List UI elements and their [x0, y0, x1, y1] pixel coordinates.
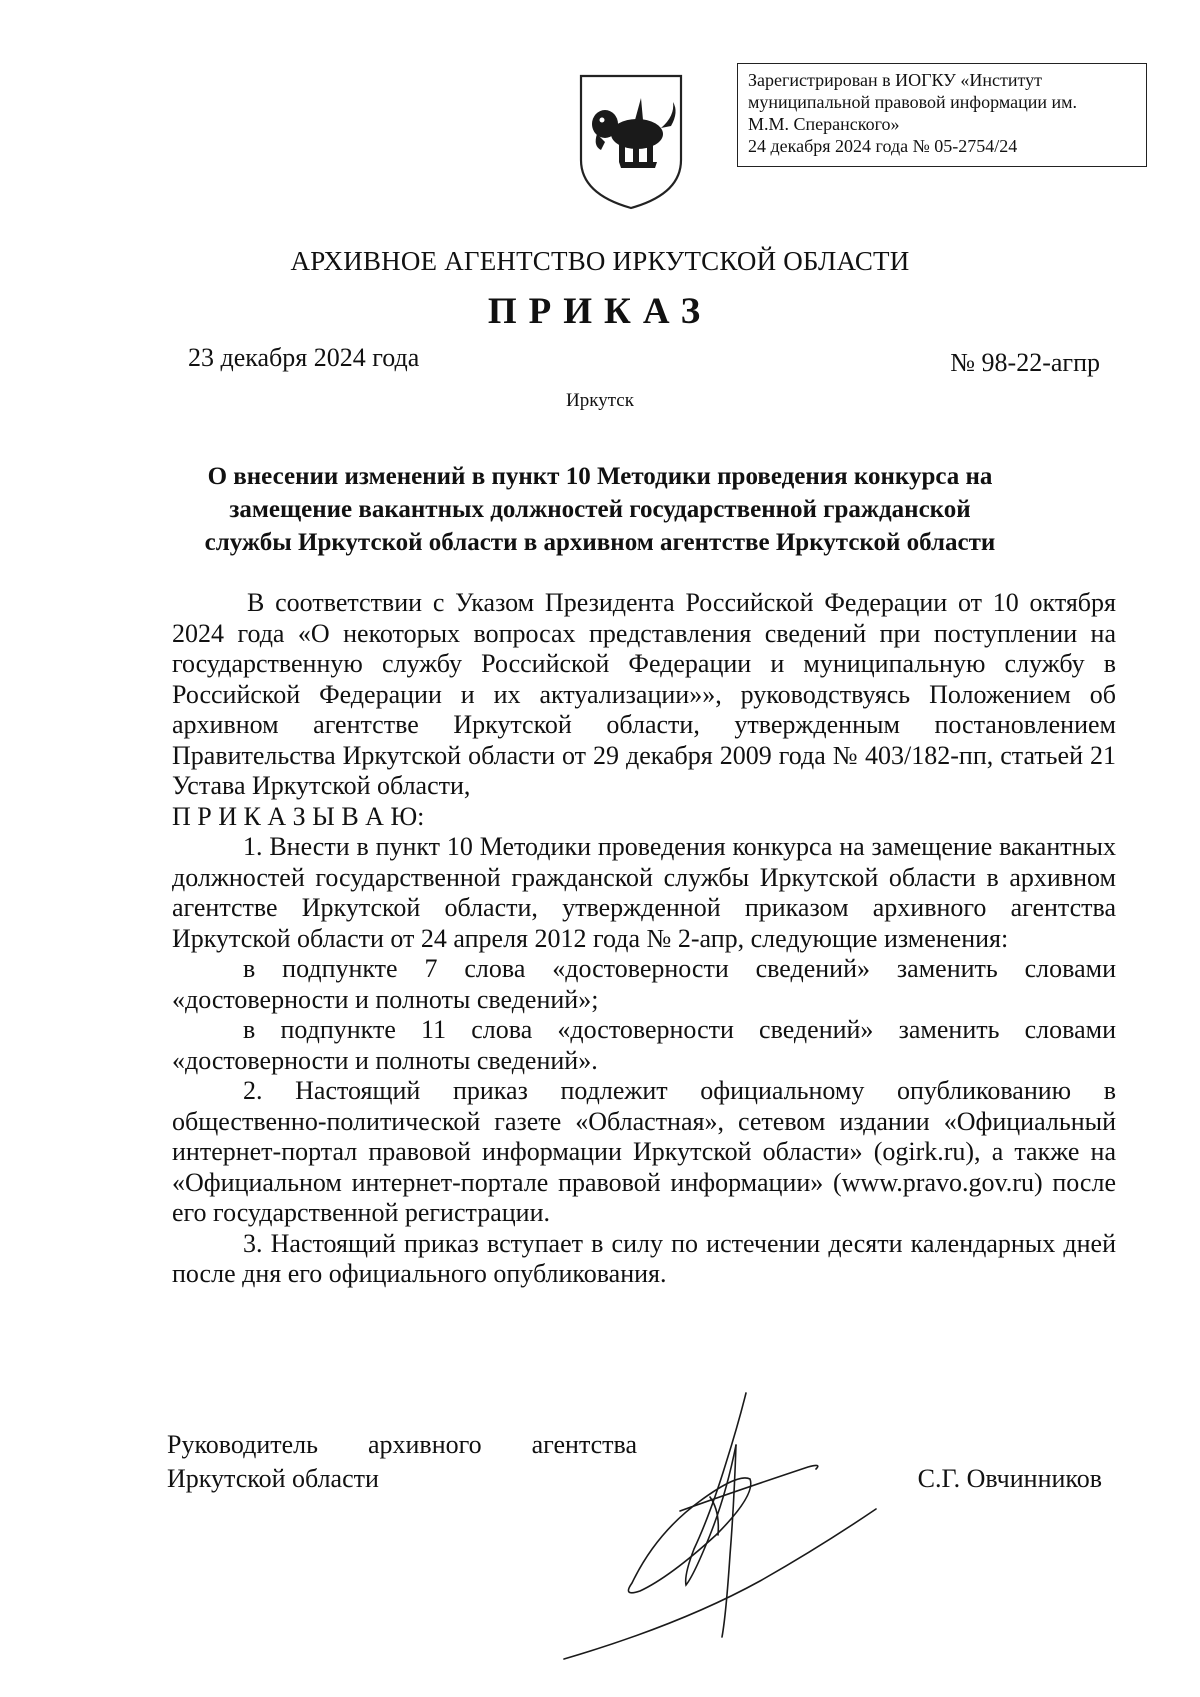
item-1-subitem-paragraph: в подпункте 7 слова «достоверности сведений» заменить словами «достоверности и полноты сведений»;	[172, 954, 1116, 1014]
document-title	[0, 460, 1200, 559]
title-line: О внесении изменений в пункт 10 Методики проведения конкурса на	[207, 463, 993, 490]
item-1-subitem-paragraph: в подпункте 11 слова «достоверности сведений» заменить словами «достоверности и полноты сведений».	[172, 1015, 1116, 1075]
irkutsk-coat-of-arms-icon	[575, 72, 687, 212]
document-type: ПРИКАЗ	[487, 291, 713, 332]
signatory-name: С.Г. Овчинников	[917, 1464, 1102, 1493]
title-line: службы Иркутской области в архивном агентстве Иркутской области	[204, 529, 996, 556]
order-word: П Р И К А З Ы В А Ю:	[172, 801, 425, 831]
signatory-position-line: Руководитель архивного агентства	[167, 1430, 637, 1459]
title-line: замещение вакантных должностей государственной гражданской	[229, 496, 971, 523]
registration-stamp-line: М.М. Сперанского»	[748, 114, 900, 134]
document-body	[172, 588, 1116, 1290]
agency-name: АРХИВНОЕ АГЕНТСТВО ИРКУТСКОЙ ОБЛАСТИ	[290, 246, 910, 276]
signatory-position-line: Иркутской области	[167, 1464, 379, 1493]
document-number: № 98-22-агпр	[950, 348, 1100, 377]
registration-stamp-line: муниципальной правовой информации им.	[748, 92, 1078, 112]
item-2-paragraph: 2. Настоящий приказ подлежит официальному опубликованию в общественно-политической газете «Областная», сетевом издании «Официальный интернет-портал правовой информации Иркутской области» (ogirk.ru), а также на «Официальном интернет-портале правовой информации» (www.pravo.gov.ru) после его государственной регистрации.	[172, 1076, 1116, 1227]
item-3-paragraph: 3. Настоящий приказ вступает в силу по истечении десяти календарных дней после дня его официального опубликования.	[172, 1228, 1116, 1288]
document-city: Иркутск	[566, 390, 634, 411]
preamble-paragraph: В соответствии с Указом Президента Российской Федерации от 10 октября 2024 года «О некоторых вопросах представления сведений при поступлении на государственную службу Российской Федерации и муниципальную службу в Российской Федерации и их актуализации»», руководствуясь Положением об архивном агентстве Иркутской области, утвержденным постановлением Правительства Иркутской области от 29 декабря 2009 года № 403/182-пп, статьей 21 Устава Иркутской области,	[172, 588, 1116, 800]
item-1-paragraph: 1. Внести в пункт 10 Методики проведения конкурса на замещение вакантных должностей государственной гражданской службы Иркутской области в архивном агентстве Иркутской области, утвержденной приказом архивного агентства Иркутской области от 24 апреля 2012 года № 2-апр, следующие изменения:	[172, 832, 1116, 953]
registration-stamp-line: Зарегистрирован в ИОГКУ «Институт	[748, 70, 1043, 90]
handwritten-signature-icon	[560, 1385, 900, 1665]
document-date: 23 декабря 2024 года	[188, 343, 420, 372]
registration-stamp	[737, 63, 1147, 167]
registration-stamp-line: 24 декабря 2024 года № 05-2754/24	[748, 136, 1018, 156]
